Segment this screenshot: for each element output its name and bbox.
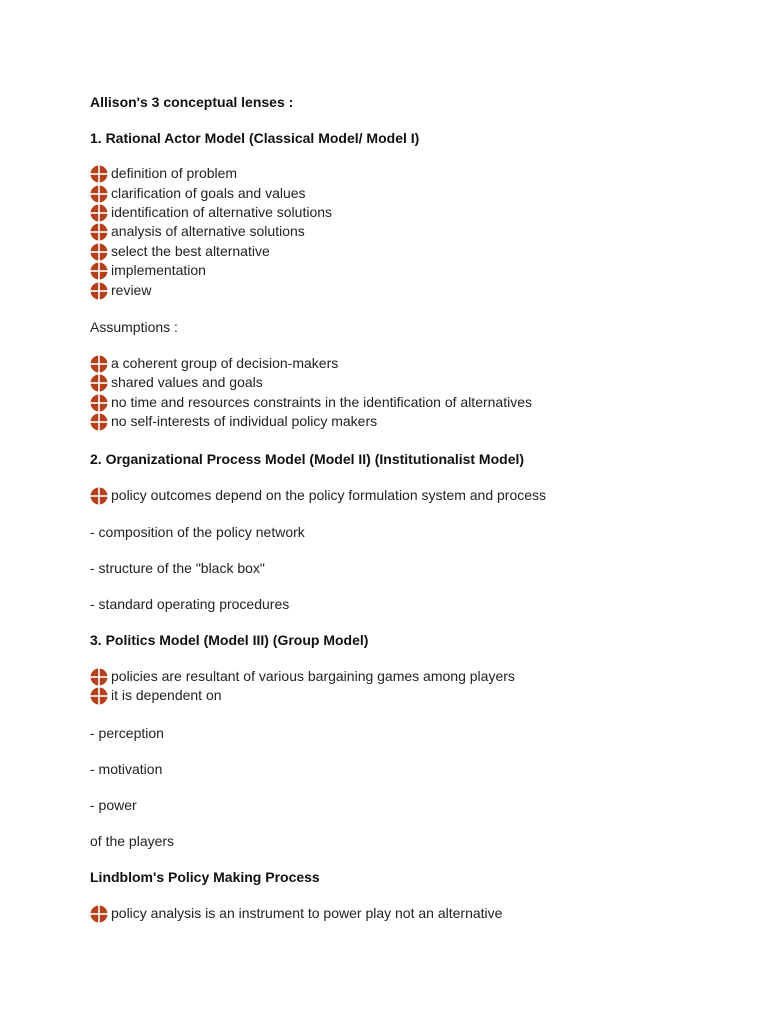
list-item-text: no self-interests of individual policy makers <box>111 413 378 429</box>
list-item-text: it is dependent on <box>111 687 222 703</box>
list-item-text: analysis of alternative solutions <box>111 223 305 239</box>
bullet-cross-circle-icon <box>90 687 108 705</box>
dash-item-model2: - standard operating procedures <box>90 596 290 612</box>
list-item-text: no time and resources constraints in the identification of alternatives <box>111 394 533 410</box>
list-item-text: review <box>111 282 152 298</box>
bullet-cross-circle-icon <box>90 262 108 280</box>
dash-item-model3: - perception <box>90 725 164 741</box>
bullet-cross-circle-icon <box>90 204 108 222</box>
list-item-text: shared values and goals <box>111 374 263 390</box>
list-item-model1-step <box>90 222 305 241</box>
list-item-assumption <box>90 354 338 373</box>
heading-model-3: 3. Politics Model (Model III) (Group Model) <box>90 632 369 648</box>
dash-item-model2: - composition of the policy network <box>90 524 305 540</box>
list-item-text: policy outcomes depend on the policy formulation system and process <box>111 487 547 503</box>
heading-model-2: 2. Organizational Process Model (Model II) (Institutionalist Model) <box>90 451 525 467</box>
heading-allison: Allison's 3 conceptual lenses : <box>90 94 294 110</box>
list-item-text: clarification of goals and values <box>111 185 306 201</box>
list-item-model3 <box>90 667 515 686</box>
list-item-assumption <box>90 412 377 431</box>
list-item-model1-step <box>90 261 206 280</box>
list-item-model1-step <box>90 281 151 300</box>
list-item-text: policy analysis is an instrument to power play not an alternative <box>111 905 503 921</box>
list-item-model1-step <box>90 203 332 222</box>
bullet-cross-circle-icon <box>90 165 108 183</box>
list-item-assumption <box>90 393 532 412</box>
list-item-assumption <box>90 373 263 392</box>
list-item-model1-step <box>90 242 270 261</box>
list-item-model1-step <box>90 184 306 203</box>
heading-model-1: 1. Rational Actor Model (Classical Model/ Model I) <box>90 130 420 146</box>
bullet-cross-circle-icon <box>90 487 108 505</box>
model3-tail-text: of the players <box>90 833 175 849</box>
bullet-cross-circle-icon <box>90 394 108 412</box>
bullet-cross-circle-icon <box>90 185 108 203</box>
list-item-lindblom <box>90 904 502 923</box>
list-item-text: policies are resultant of various bargaining games among players <box>111 668 515 684</box>
list-item-model1-step <box>90 164 237 183</box>
bullet-cross-circle-icon <box>90 243 108 261</box>
bullet-cross-circle-icon <box>90 905 108 923</box>
dash-item-model3: - motivation <box>90 761 163 777</box>
assumptions-label: Assumptions : <box>90 319 178 335</box>
bullet-cross-circle-icon <box>90 282 108 300</box>
list-item-text: a coherent group of decision-makers <box>111 355 339 371</box>
dash-item-model3: - power <box>90 797 137 813</box>
list-item-model2 <box>90 486 546 505</box>
bullet-cross-circle-icon <box>90 413 108 431</box>
list-item-text: implementation <box>111 262 206 278</box>
bullet-cross-circle-icon <box>90 223 108 241</box>
bullet-cross-circle-icon <box>90 374 108 392</box>
list-item-model3 <box>90 686 222 705</box>
list-item-text: definition of problem <box>111 165 238 181</box>
bullet-cross-circle-icon <box>90 355 108 373</box>
list-item-text: identification of alternative solutions <box>111 204 333 220</box>
bullet-cross-circle-icon <box>90 668 108 686</box>
list-item-text: select the best alternative <box>111 243 270 259</box>
dash-item-model2: - structure of the "black box" <box>90 560 265 576</box>
heading-lindblom: Lindblom's Policy Making Process <box>90 869 320 885</box>
